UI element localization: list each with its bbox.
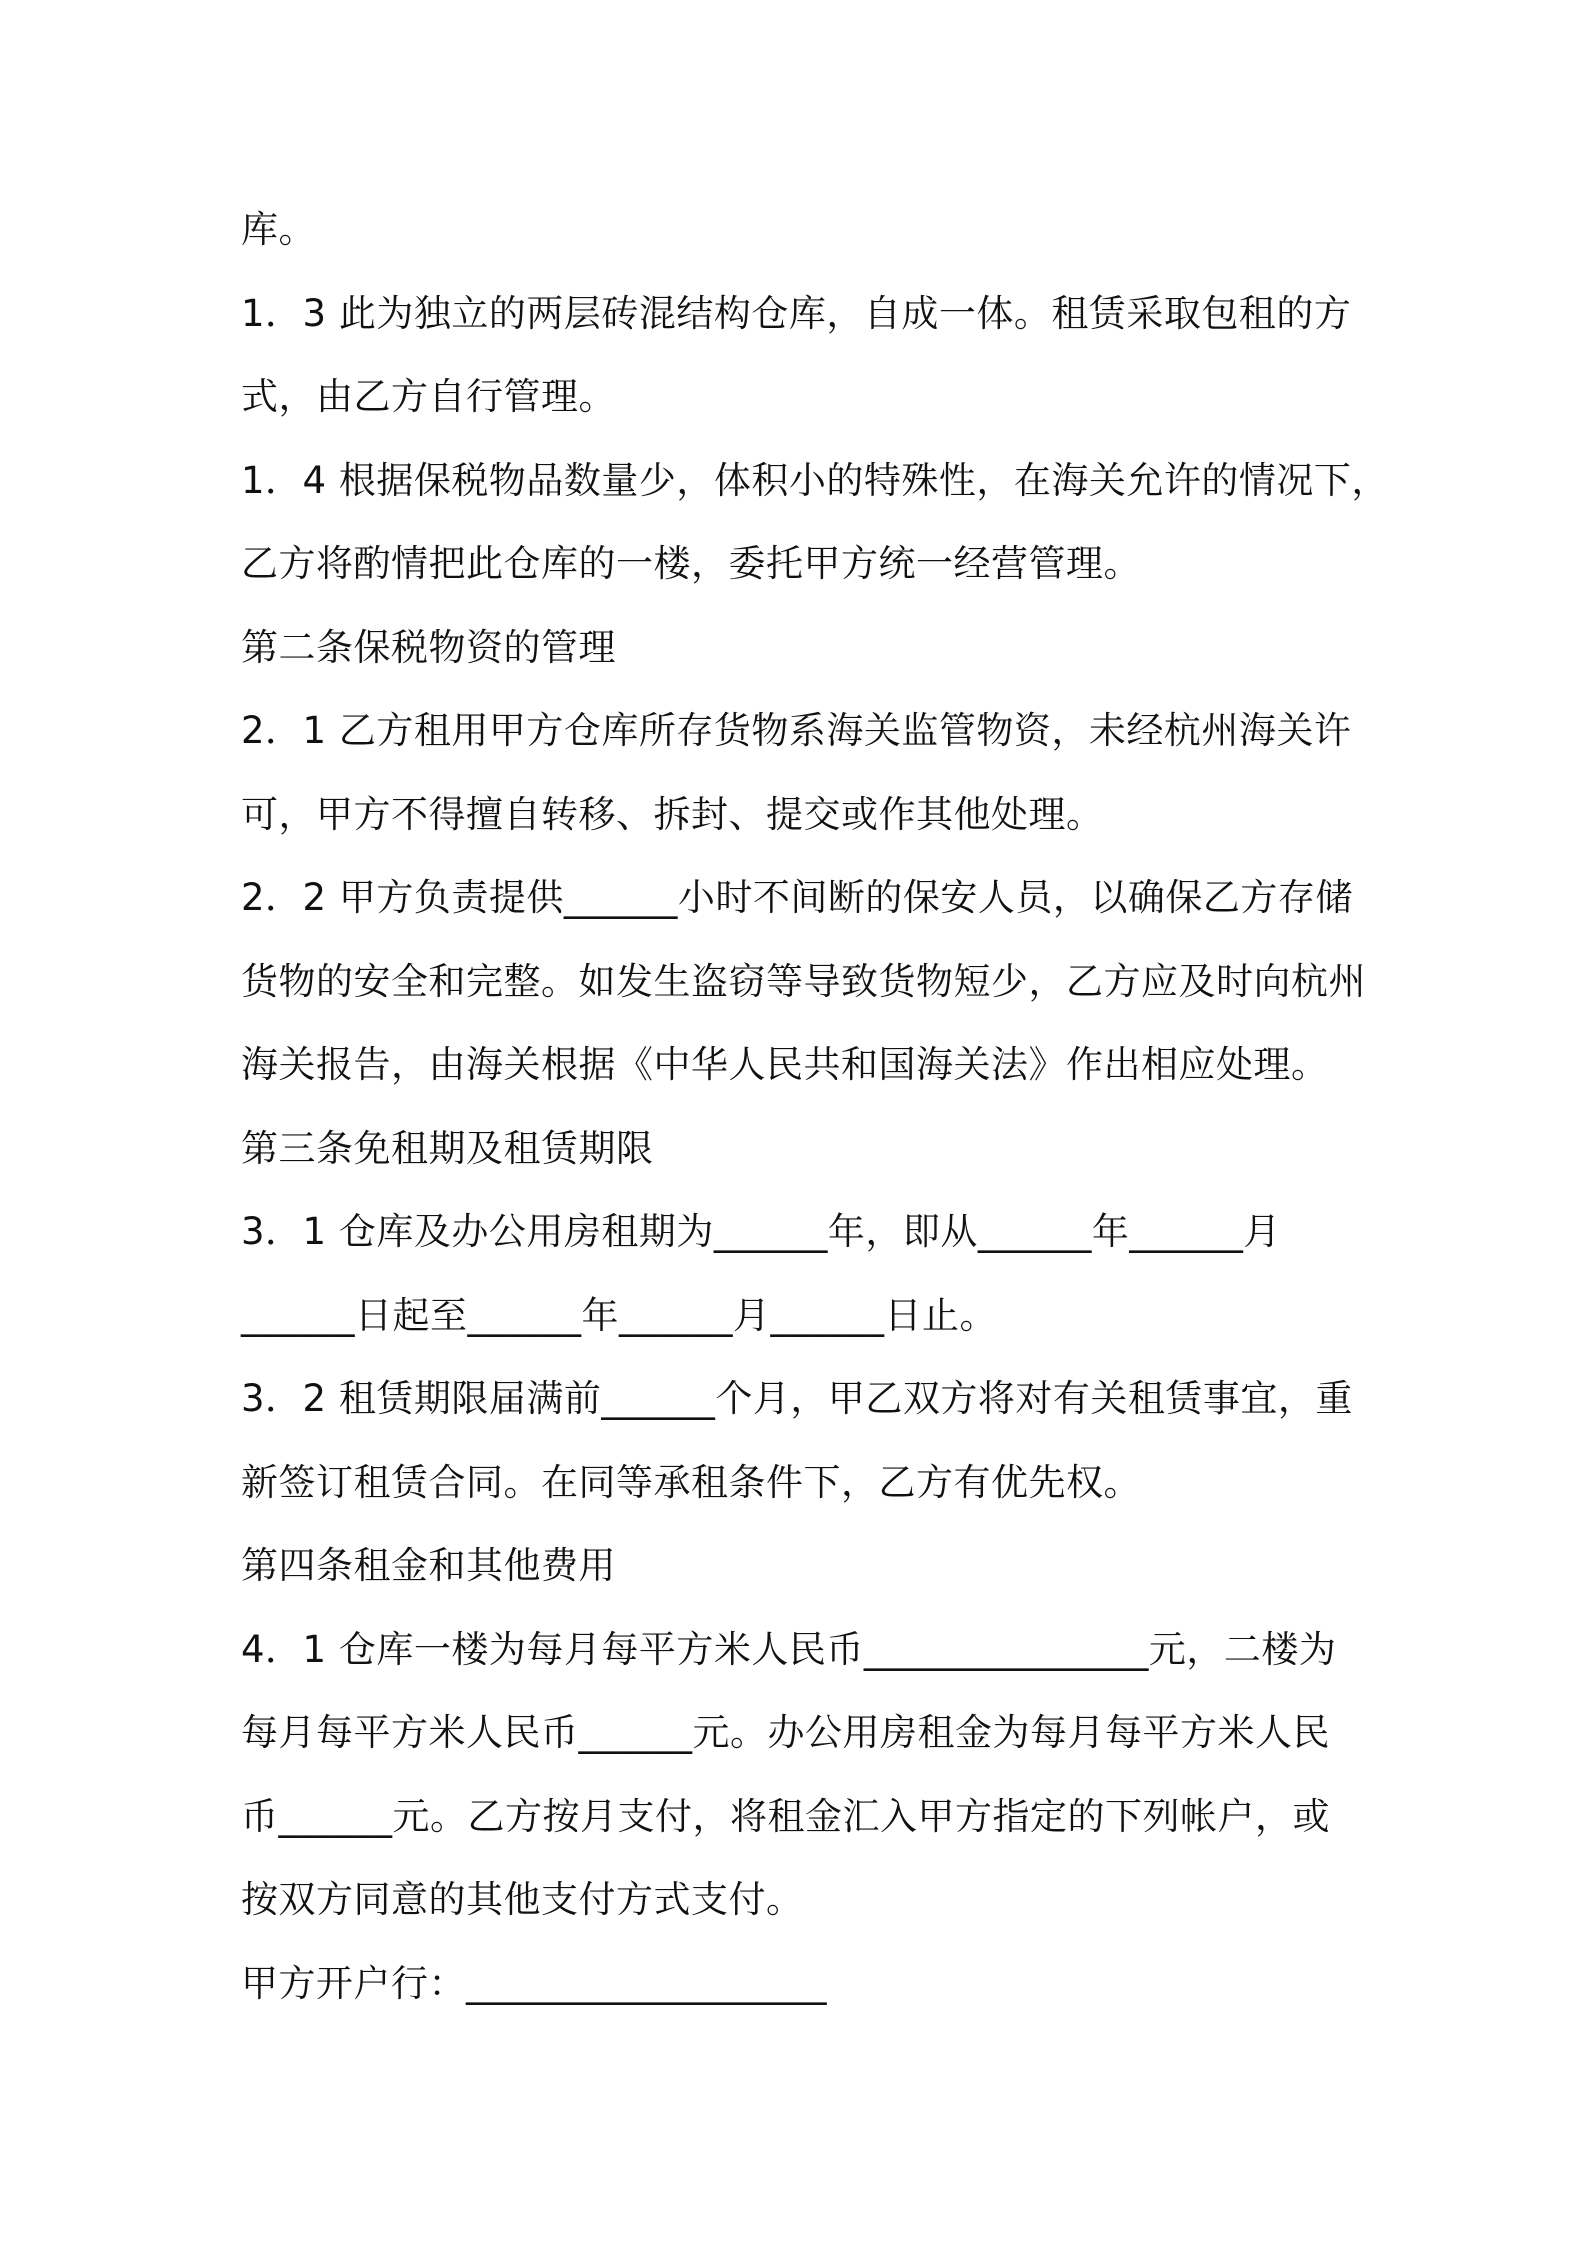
text-line: 3．1 仓库及办公用房租期为______年，即从______年______月	[241, 1210, 1281, 1253]
section-heading: 第四条租金和其他费用	[241, 1544, 616, 1587]
text-line: 乙方将酌情把此仓库的一楼，委托甲方统一经营管理。	[241, 542, 1141, 585]
text-line: 货物的安全和完整。如发生盗窃等导致货物短少，乙方应及时向杭州	[241, 960, 1366, 1003]
text-line: 3．2 租赁期限届满前______个月，甲乙双方将对有关租赁事宜，重	[241, 1377, 1353, 1420]
text-line: 按双方同意的其他支付方式支付。	[241, 1878, 804, 1921]
text-line: ______日起至______年______月______日止。	[241, 1294, 997, 1337]
text-line: 可，甲方不得擅自转移、拆封、提交或作其他处理。	[241, 793, 1104, 836]
text-line: 每月每平方米人民币______元。办公用房租金为每月每平方米人民	[241, 1711, 1330, 1754]
text-line: 式，由乙方自行管理。	[241, 375, 616, 418]
text-line: 币______元。乙方按月支付，将租金汇入甲方指定的下列帐户，或	[241, 1795, 1330, 1838]
text-line: 甲方开户行：___________________	[241, 1962, 827, 2005]
text-line: 4．1 仓库一楼为每月每平方米人民币_______________元，二楼为	[241, 1628, 1337, 1671]
text-line: 海关报告，由海关根据《中华人民共和国海关法》作出相应处理。	[241, 1043, 1329, 1086]
text-line: 库。	[241, 208, 316, 251]
section-heading: 第二条保税物资的管理	[241, 626, 616, 669]
section-heading: 第三条免租期及租赁期限	[241, 1127, 654, 1170]
text-line: 1．3 此为独立的两层砖混结构仓库，自成一体。租赁采取包租的方	[241, 292, 1352, 335]
text-line: 1．4 根据保税物品数量少，体积小的特殊性，在海关允许的情况下，	[241, 459, 1389, 502]
text-line: 新签订租赁合同。在同等承租条件下，乙方有优先权。	[241, 1461, 1141, 1504]
text-line: 2．1 乙方租用甲方仓库所存货物系海关监管物资，未经杭州海关许	[241, 709, 1352, 752]
text-line: 2．2 甲方负责提供______小时不间断的保安人员，以确保乙方存储	[241, 876, 1353, 919]
